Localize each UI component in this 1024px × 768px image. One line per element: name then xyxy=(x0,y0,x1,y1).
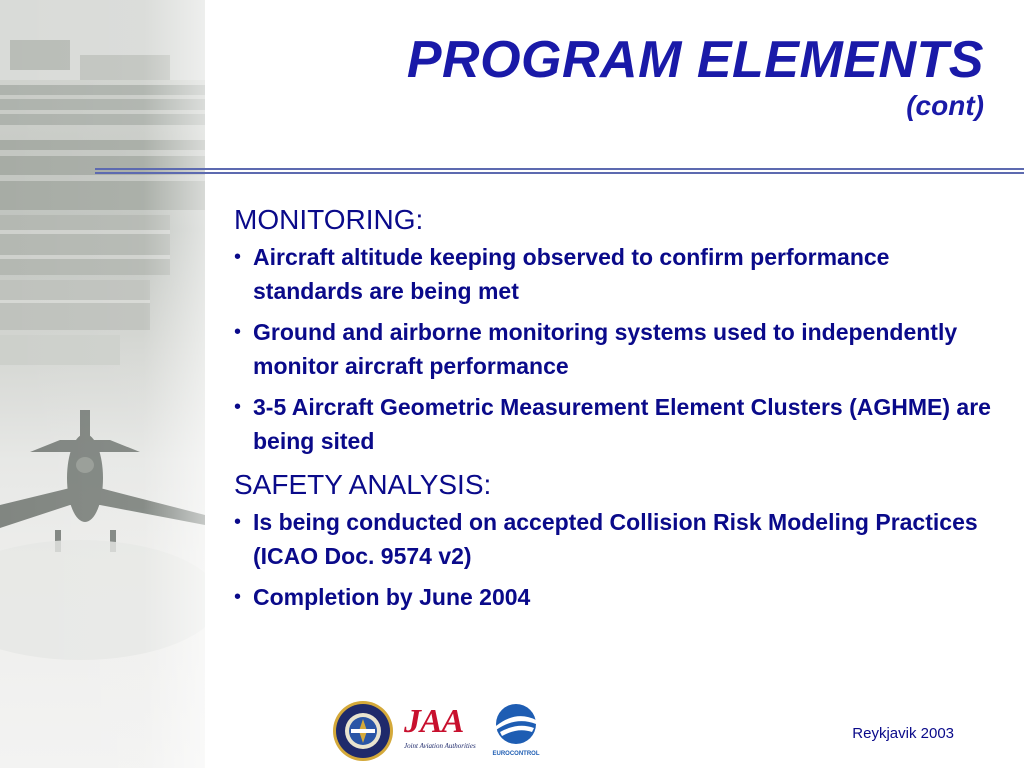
bullet-text: 3-5 Aircraft Geometric Measurement Element Clusters (AGHME) are being sited xyxy=(253,394,991,454)
section-heading-safety-analysis: SAFETY ANALYSIS: xyxy=(234,469,492,500)
bullet-item xyxy=(234,390,1004,458)
title-divider xyxy=(95,168,1024,174)
bullet-item xyxy=(234,580,1004,614)
bullet-dot-icon: • xyxy=(234,586,242,608)
bullet-text: Is being conducted on accepted Collision Risk Modeling Practices (ICAO Doc. 9574 v2) xyxy=(253,509,978,569)
divider-line-bottom xyxy=(95,172,1024,174)
jaa-logo xyxy=(404,702,486,760)
title-block xyxy=(407,30,984,122)
eurocontrol-emblem-icon xyxy=(490,702,542,746)
bullet-item xyxy=(234,240,1004,308)
bullet-dot-icon: • xyxy=(234,396,242,418)
bullet-dot-icon: • xyxy=(234,321,242,343)
slide-body xyxy=(234,200,1004,621)
bullet-dot-icon: • xyxy=(234,511,242,533)
eurocontrol-logo xyxy=(490,702,542,760)
bullet-text: Aircraft altitude keeping observed to confirm performance standards are being met xyxy=(253,244,890,304)
bullet-item xyxy=(234,505,1004,573)
bullet-dot-icon: • xyxy=(234,246,242,268)
divider-line-top xyxy=(95,168,1024,170)
slide-title: PROGRAM ELEMENTS xyxy=(406,31,984,89)
slide-subtitle: (cont) xyxy=(906,90,984,121)
monitoring-bullet-list xyxy=(234,240,1004,458)
eurocontrol-caption: EUROCONTROL xyxy=(492,751,540,757)
jaa-caption: Joint Aviation Authorities xyxy=(404,742,476,750)
airport-background-photo xyxy=(0,0,205,768)
safety-bullet-list xyxy=(234,505,1004,614)
faa-seal-logo xyxy=(332,700,394,762)
section-heading-monitoring: MONITORING: xyxy=(234,204,424,235)
footer-location-date: Reykjavik 2003 xyxy=(852,725,954,742)
bullet-item xyxy=(234,315,1004,383)
jaa-mark: JAA xyxy=(404,703,464,740)
photo-fade-overlay xyxy=(0,0,205,768)
bullet-text: Completion by June 2004 xyxy=(253,584,531,610)
bullet-text: Ground and airborne monitoring systems used to independently monitor aircraft performance xyxy=(253,319,958,379)
